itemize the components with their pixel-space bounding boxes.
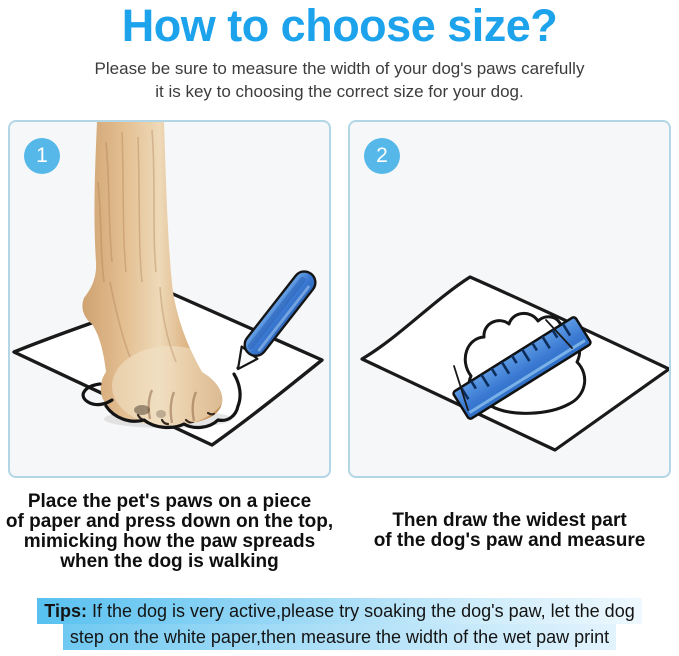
caption-line: mimicking how the paw spreads <box>23 531 316 552</box>
page-title: How to choose size? <box>121 0 558 51</box>
tips-banner <box>0 598 679 650</box>
dog-leg-photo <box>82 122 228 426</box>
subtitle-line-2: it is key to choosing the correct size for your dog. <box>155 82 524 101</box>
step-panel-1 <box>8 120 331 478</box>
step-1-caption <box>0 492 339 572</box>
paw-tracing-illustration <box>10 122 329 476</box>
caption-line: of the dog's paw and measure <box>373 530 646 551</box>
step-panel-2 <box>348 120 671 478</box>
tips-label: Tips: <box>44 601 87 621</box>
subtitle-line-1: Please be sure to measure the width of your dog's paws carefully <box>94 59 585 78</box>
tips-line-1-text: If the dog is very active,please try soaking the dog's paw, let the dog <box>86 601 635 621</box>
step-number-badge: 2 <box>364 138 400 174</box>
caption-line: Place the pet's paws on a piece <box>27 491 312 512</box>
caption-line: when the dog is walking <box>60 551 279 572</box>
step-number-badge: 1 <box>24 138 60 174</box>
step-2-caption <box>340 511 679 551</box>
subtitle <box>0 57 679 103</box>
caption-line: Then draw the widest part <box>392 510 627 531</box>
tips-text-line-2: step on the white paper,then measure the width of the wet paw print <box>0 624 679 650</box>
tips-text-line-1 <box>0 598 679 624</box>
caption-line: of paper and press down on the top, <box>5 511 334 532</box>
ruler-measuring-illustration <box>350 122 669 476</box>
